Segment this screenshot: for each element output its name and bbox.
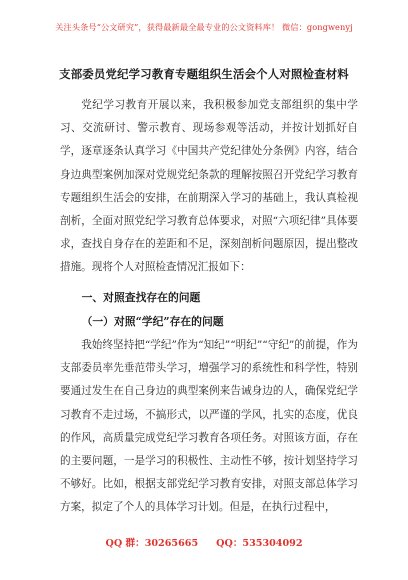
section-heading-1: 一、对照查找存在的问题 (81, 291, 201, 304)
qq-number: QQ：535304092 (216, 538, 303, 549)
intro-paragraph: 党纪学习教育开展以来，我积极参加党支部组织的集中学习、交流研讨、警示教育、现场参观等活动，并按计划抓好自学，逐章逐条认真学习《中国共产党纪律处分条例》内容，结合身边典型案例加深对党规党纪条款的理解按照召开党纪学习教育专题组织生活会的安排，在前期深入学习的基础上，我认真检视剖析，全面对照党纪学习教育总体要求，对照“六项纪律”具体要求，查找自身存在的差距和不足，深刻剖析问题原因，提出整改措施。现将个人对照检查情况汇报如下： (60, 99, 358, 274)
top-promo-banner: 关注头条号“公文研究”，获得最新最全最专业的公文资料库！ 微信：gongwenyj (55, 22, 353, 32)
qq-group-number: QQ 群：30265665 (105, 538, 199, 549)
subsection-heading-1: （一）对照“学纪”存在的问题 (81, 315, 224, 328)
body-paragraph-2: 我始终坚持把“学纪”作为“知纪”“明纪”“守纪”的前提，作为支部委员率先垂范带头学习，增强学习的系统性和科学性，特别要通过发生在自己身边的典型案例来告诫身边的人，确保党纪学习教育不走过场，不搞形式，以严谨的学风，扎实的态度，优良的作风，高质量完成党纪学习教育各项任务。对照该方面，存在的主要问题，一是学习的积极性、主动性不够，按计划坚持学习不够好。比如，根据支部党纪学习教育安排，对照支部总体学习方案，拟定了个人的具体学习计划。但是，在执行过程中， (60, 339, 358, 514)
document-title: 支部委员党纪学习教育专题组织生活会个人对照检查材料 (59, 67, 349, 81)
footer-contact-banner (0, 535, 408, 549)
